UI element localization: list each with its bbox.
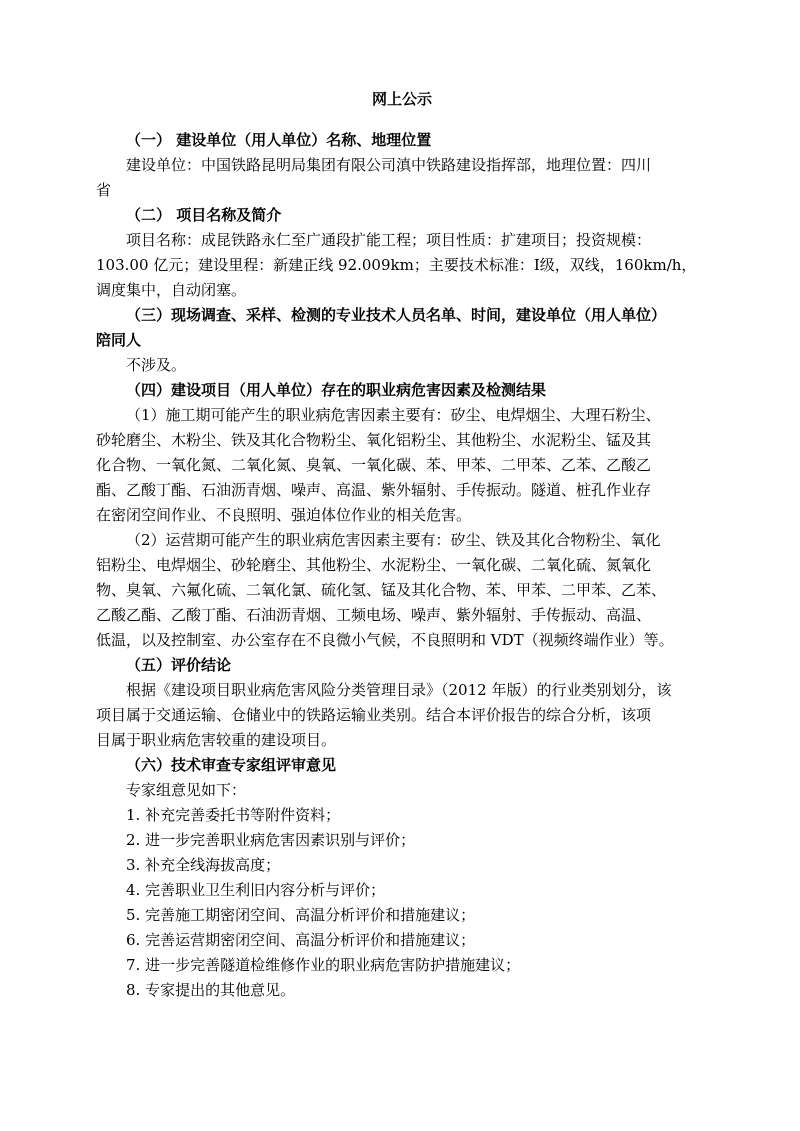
section-2-body xyxy=(96,228,708,303)
section-3-heading-line: （三）现场调查、采样、检测的专业技术人员名单、时间，建设单位（用人单位） xyxy=(126,306,667,324)
section-2-line: 103.00 亿元；建设里程：新建正线 92.009km；主要技术标准：Ⅰ级，双线，160km/h， xyxy=(96,256,697,274)
section-4-heading: （四）建设项目（用人单位）存在的职业病危害因素及检测结果 xyxy=(126,381,547,399)
section-1-line: 省 xyxy=(96,181,112,199)
document-page xyxy=(96,80,708,1003)
list-item: 5. 完善施工期密闭空间、高温分析评价和措施建议； xyxy=(126,906,476,924)
list-item: 2. 进一步完善职业病危害因素识别与评价； xyxy=(126,831,416,849)
section-4-p1-line: 在密闭空间作业、不良照明、强迫体位作业的相关危害。 xyxy=(96,506,472,524)
section-5-line: 项目属于交通运输、仓储业中的铁路运输业类别。结合本评价报告的综合分析，该项 xyxy=(96,706,652,724)
section-4-p1-line: 酯、乙酸丁酯、石油沥青烟、噪声、高温、紫外辐射、手传振动。隧道、桩孔作业存 xyxy=(96,481,652,499)
expert-opinion-list xyxy=(96,803,708,1003)
section-4-p1-line: （1）施工期可能产生的职业病危害因素主要有：矽尘、电焊烟尘、大理石粉尘、 xyxy=(126,406,661,424)
section-5-line: 根据《建设项目职业病危害风险分类管理目录》（2012 年版）的行业类别划分，该 xyxy=(126,681,672,699)
section-4-p2-line: 物、臭氧、六氟化硫、二氧化氯、硫化氢、锰及其化合物、苯、甲苯、二甲苯、乙苯、 xyxy=(96,581,667,599)
section-1-body xyxy=(96,153,708,203)
section-2-line: 项目名称：成昆铁路永仁至广通段扩能工程；项目性质：扩建项目；投资规模： xyxy=(126,231,652,249)
section-4-p2-line: 低温，以及控制室、办公室存在不良微小气候，不良照明和 VDT（视频终端作业）等。 xyxy=(96,631,674,649)
list-item: 4. 完善职业卫生利旧内容分析与评价； xyxy=(126,881,386,899)
section-4-paragraph-2 xyxy=(96,528,708,653)
list-item: 3. 补充全线海拔高度； xyxy=(126,856,281,874)
section-6-intro: 专家组意见如下： xyxy=(126,781,247,799)
section-5-heading: （五）评价结论 xyxy=(126,656,232,674)
page-title: 网上公示 xyxy=(371,90,432,108)
section-5-body xyxy=(96,678,708,753)
list-item: 8. 专家提出的其他意见。 xyxy=(126,981,296,999)
list-item: 7. 进一步完善隧道检维修作业的职业病危害防护措施建议； xyxy=(126,956,521,974)
section-4-paragraph-1 xyxy=(96,403,708,528)
section-3-heading-line: 陪同人 xyxy=(96,331,142,349)
section-4-p2-line: 乙酸乙酯、乙酸丁酯、石油沥青烟、工频电场、噪声、紫外辐射、手传振动、高温、 xyxy=(96,606,652,624)
section-1-line: 建设单位：中国铁路昆明局集团有限公司滇中铁路建设指挥部，地理位置：四川 xyxy=(126,156,652,174)
section-5-line: 目属于职业病危害较重的建设项目。 xyxy=(96,731,337,749)
section-6-heading: （六）技术审查专家组评审意见 xyxy=(126,756,337,774)
section-4-p1-line: 化合物、一氧化氮、二氧化氮、臭氧、一氧化碳、苯、甲苯、二甲苯、乙苯、乙酸乙 xyxy=(96,456,652,474)
section-1-heading: （一） 建设单位（用人单位）名称、地理位置 xyxy=(126,131,432,149)
list-item: 1. 补充完善委托书等附件资料； xyxy=(126,806,341,824)
section-4-p1-line: 砂轮磨尘、木粉尘、铁及其化合物粉尘、氧化铝粉尘、其他粉尘、水泥粉尘、锰及其 xyxy=(96,431,652,449)
list-item: 6. 完善运营期密闭空间、高温分析评价和措施建议； xyxy=(126,931,476,949)
section-2-line: 调度集中，自动闭塞。 xyxy=(96,281,247,299)
section-4-p2-line: （2）运营期可能产生的职业病危害因素主要有：矽尘、铁及其化合物粉尘、氧化 xyxy=(126,531,661,549)
section-2-heading: （二） 项目名称及简介 xyxy=(126,206,282,224)
section-3-heading xyxy=(96,303,708,353)
section-4-p2-line: 铝粉尘、电焊烟尘、砂轮磨尘、其他粉尘、水泥粉尘、一氧化碳、二氧化硫、氮氧化 xyxy=(96,556,652,574)
section-3-text: 不涉及。 xyxy=(126,356,187,374)
